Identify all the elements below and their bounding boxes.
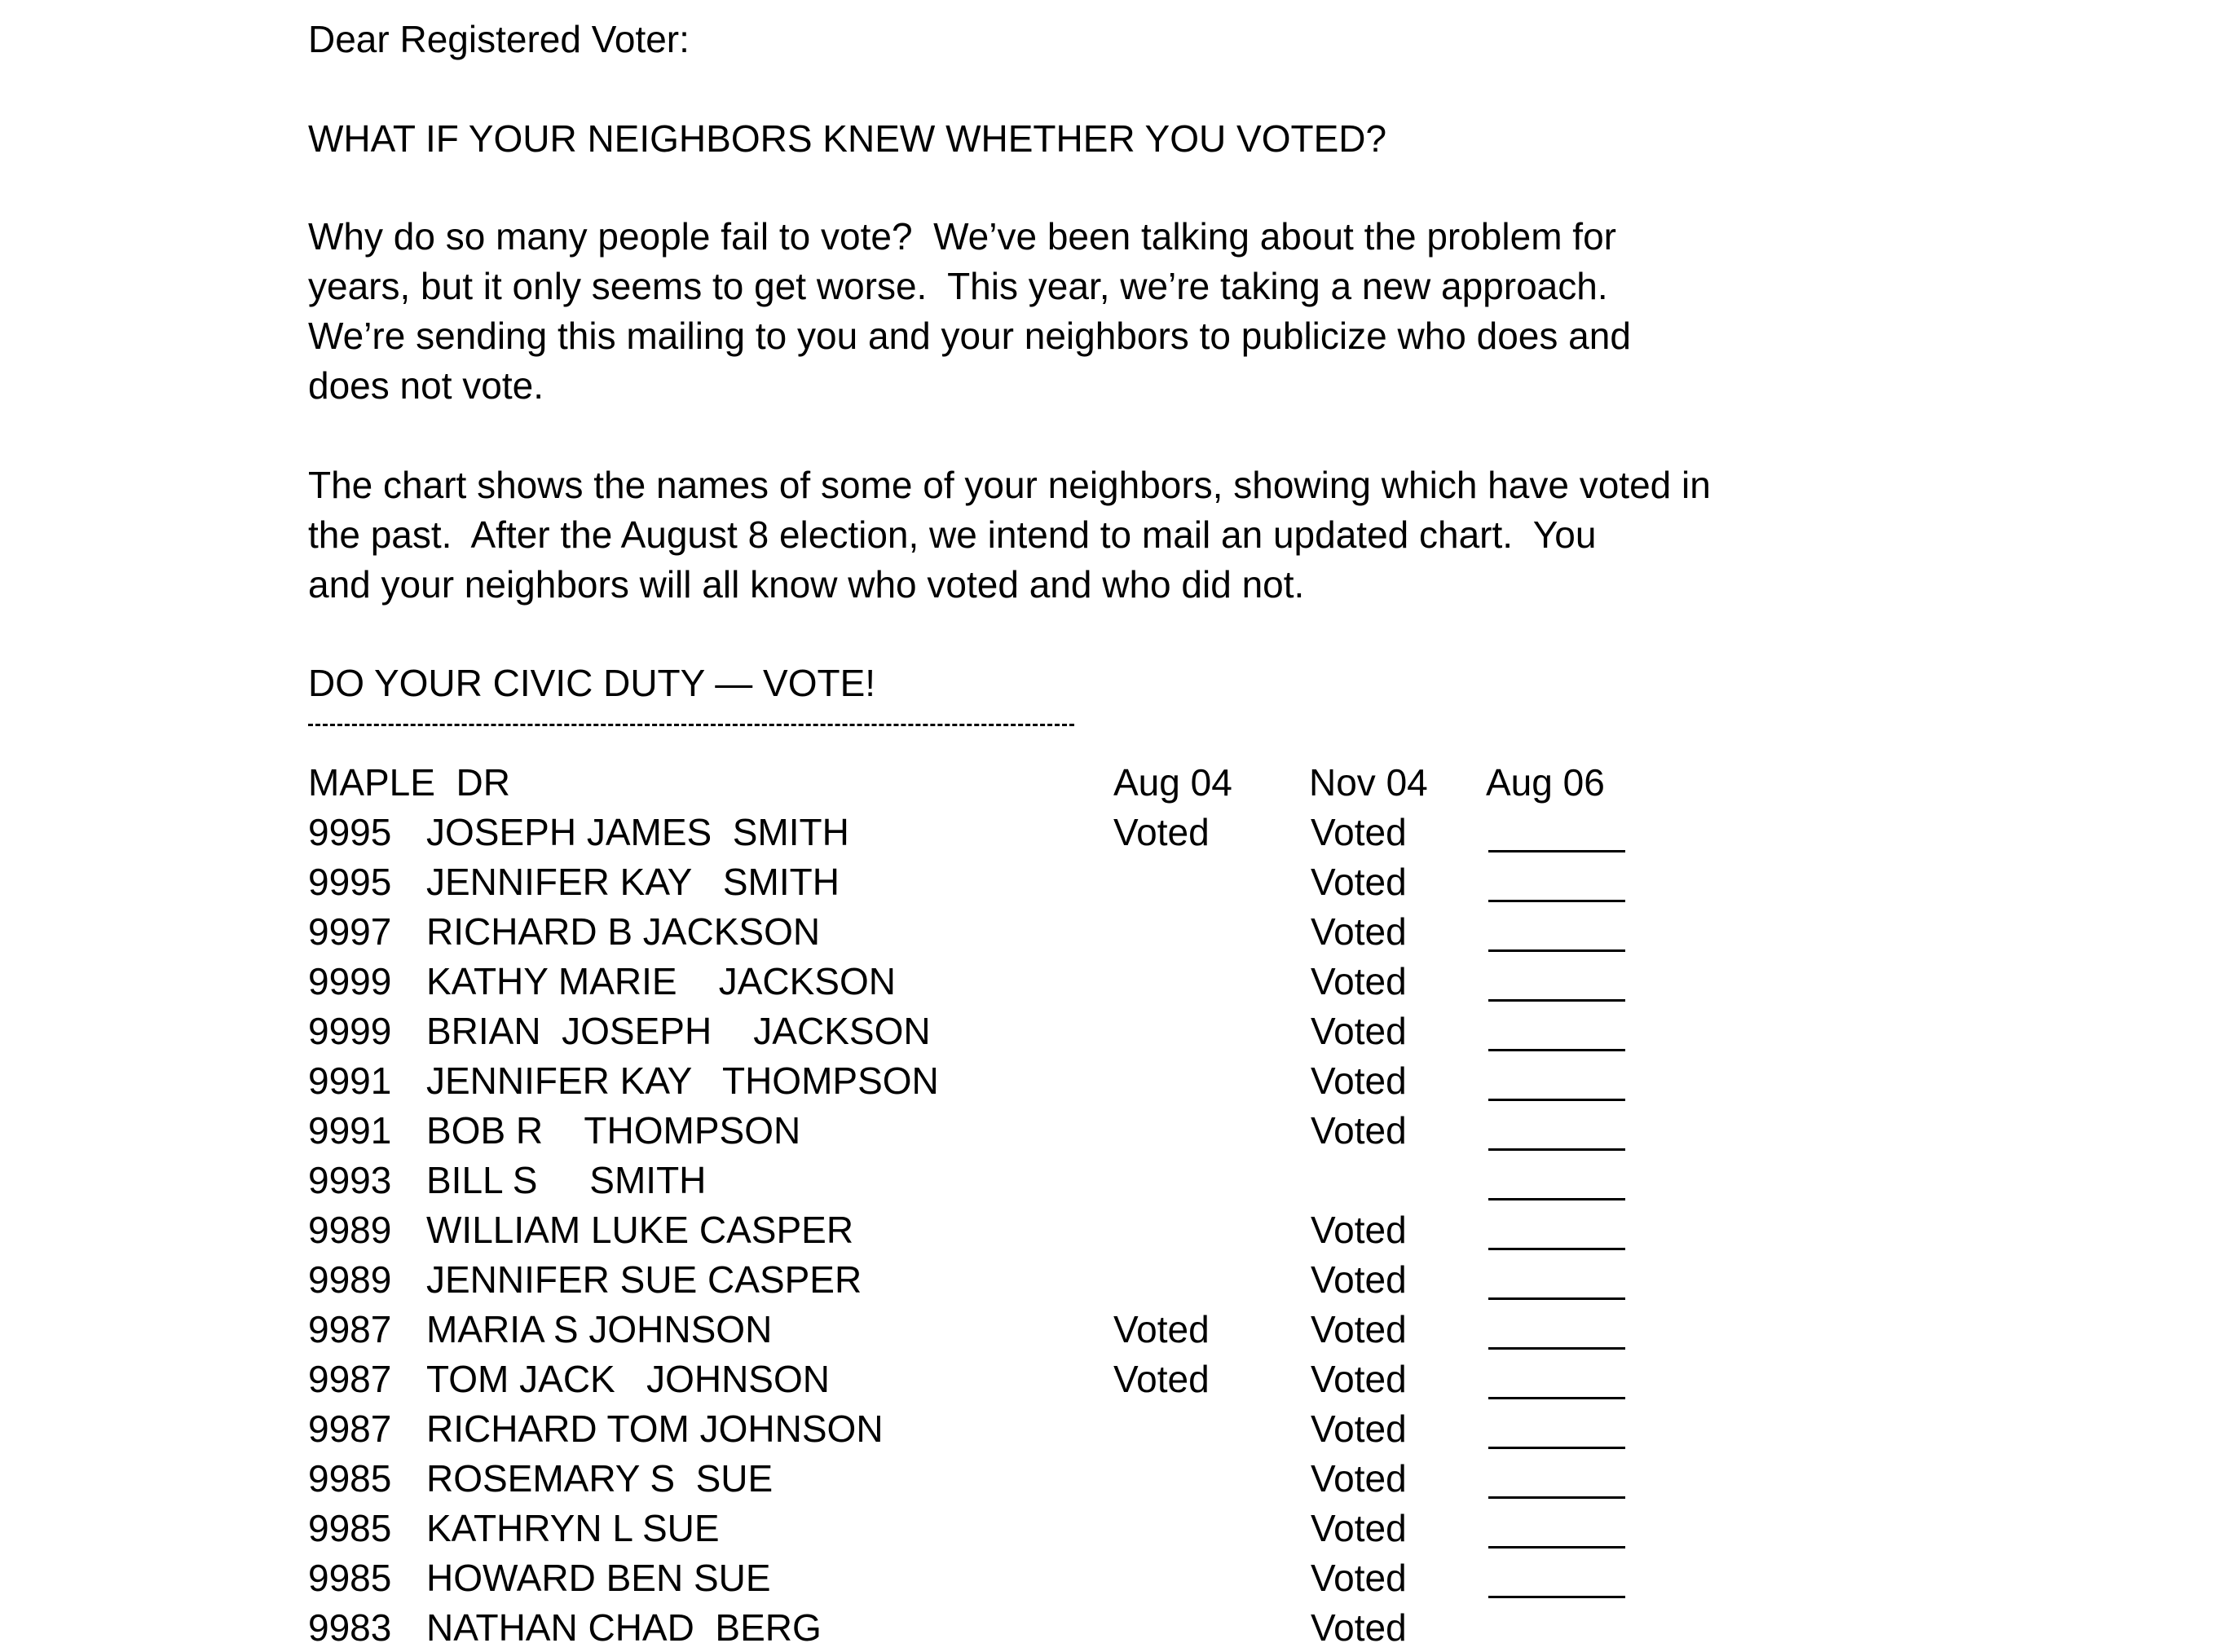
table-row [308, 1156, 2183, 1205]
nov04-status: Voted [1311, 1109, 1407, 1152]
aug06-blank-line [1488, 1546, 1625, 1548]
paragraph-2-line: The chart shows the names of some of your neighbors, showing which have voted in [308, 464, 1711, 506]
house-number: 9989 [308, 1258, 392, 1301]
table-header-row [308, 758, 2183, 807]
voter-name: RICHARD B JACKSON [426, 910, 821, 953]
nov04-status: Voted [1311, 1209, 1407, 1251]
aug06-blank-line [1488, 850, 1625, 852]
nov04-status: Voted [1311, 811, 1407, 853]
nov04-status: Voted [1311, 1258, 1407, 1301]
voter-name: RICHARD TOM JOHNSON [426, 1408, 884, 1450]
voter-name: KATHRYN L SUE [426, 1507, 720, 1549]
house-number: 9993 [308, 1159, 392, 1201]
house-number: 9989 [308, 1209, 392, 1251]
salutation: Dear Registered Voter: [308, 18, 690, 60]
paragraph-1-line: does not vote. [308, 364, 544, 407]
house-number: 9987 [308, 1408, 392, 1450]
aug04-status: Voted [1113, 811, 1210, 853]
table-row [308, 1355, 2183, 1403]
table-row [308, 857, 2183, 906]
house-number: 9995 [308, 861, 392, 903]
voter-name: JENNIFER KAY SMITH [426, 861, 840, 903]
table-row [308, 1106, 2183, 1155]
house-number: 9995 [308, 811, 392, 853]
aug06-blank-line [1488, 1496, 1625, 1499]
table-row [308, 1056, 2183, 1105]
table-row [308, 1553, 2183, 1602]
column-header-aug04: Aug 04 [1113, 761, 1232, 804]
house-number: 9985 [308, 1507, 392, 1549]
voter-name: KATHY MARIE JACKSON [426, 960, 896, 1002]
closing-call-to-action: DO YOUR CIVIC DUTY — VOTE! [308, 662, 876, 704]
aug04-status: Voted [1113, 1358, 1210, 1400]
house-number: 9991 [308, 1059, 392, 1102]
aug06-blank-line [1488, 1099, 1625, 1101]
house-number: 9999 [308, 1010, 392, 1052]
voter-name: BRIAN JOSEPH JACKSON [426, 1010, 931, 1052]
aug06-blank-line [1488, 900, 1625, 902]
aug06-blank-line [1488, 1397, 1625, 1399]
house-number: 9983 [308, 1606, 392, 1649]
paragraph-1-line: years, but it only seems to get worse. This year, we’re taking a new approach. [308, 265, 1608, 307]
nov04-status: Voted [1311, 960, 1407, 1002]
aug06-blank-line [1488, 1198, 1625, 1200]
aug04-status: Voted [1113, 1308, 1210, 1350]
nov04-status: Voted [1311, 1606, 1407, 1649]
paragraph-1-line: We’re sending this mailing to you and your neighbors to publicize who does and [308, 315, 1631, 357]
paragraph-2-line: and your neighbors will all know who voted and who did not. [308, 563, 1305, 606]
aug06-blank-line [1488, 949, 1625, 952]
aug06-blank-line [1488, 1248, 1625, 1250]
voter-name: BILL S SMITH [426, 1159, 707, 1201]
table-row [308, 1205, 2183, 1254]
aug06-blank-line [1488, 1596, 1625, 1598]
aug06-blank-line [1488, 1447, 1625, 1449]
house-number: 9991 [308, 1109, 392, 1152]
aug06-blank-line [1488, 1148, 1625, 1151]
aug06-blank-line [1488, 1297, 1625, 1300]
house-number: 9999 [308, 960, 392, 1002]
table-row [308, 808, 2183, 857]
nov04-status: Voted [1311, 1557, 1407, 1599]
voter-name: NATHAN CHAD BERG [426, 1606, 822, 1649]
nov04-status: Voted [1311, 1358, 1407, 1400]
column-header-nov04: Nov 04 [1309, 761, 1428, 804]
house-number: 9997 [308, 910, 392, 953]
table-row [308, 1007, 2183, 1055]
table-row [308, 907, 2183, 956]
house-number: 9985 [308, 1557, 392, 1599]
nov04-status: Voted [1311, 1507, 1407, 1549]
table-row [308, 1454, 2183, 1503]
voter-name: JENNIFER KAY THOMPSON [426, 1059, 939, 1102]
table-row [308, 1305, 2183, 1354]
voter-name: MARIA S JOHNSON [426, 1308, 773, 1350]
aug06-blank-line [1488, 1049, 1625, 1051]
street-name: MAPLE DR [308, 761, 510, 804]
nov04-status: Voted [1311, 1308, 1407, 1350]
voter-name: WILLIAM LUKE CASPER [426, 1209, 854, 1251]
voter-name: ROSEMARY S SUE [426, 1457, 774, 1500]
house-number: 9987 [308, 1358, 392, 1400]
voter-name: HOWARD BEN SUE [426, 1557, 771, 1599]
paragraph-2-line: the past. After the August 8 election, we intend to mail an updated chart. You [308, 513, 1597, 556]
house-number: 9985 [308, 1457, 392, 1500]
voter-name: TOM JACK JOHNSON [426, 1358, 830, 1400]
table-row [308, 1255, 2183, 1304]
house-number: 9987 [308, 1308, 392, 1350]
nov04-status: Voted [1311, 1059, 1407, 1102]
aug06-blank-line [1488, 999, 1625, 1002]
dashed-divider [308, 724, 1074, 726]
voter-name: BOB R THOMPSON [426, 1109, 801, 1152]
table-row [308, 1404, 2183, 1453]
headline: WHAT IF YOUR NEIGHBORS KNEW WHETHER YOU VOTED? [308, 117, 1387, 160]
nov04-status: Voted [1311, 1010, 1407, 1052]
nov04-status: Voted [1311, 1408, 1407, 1450]
voter-name: JENNIFER SUE CASPER [426, 1258, 862, 1301]
column-header-aug06: Aug 06 [1486, 761, 1605, 804]
nov04-status: Voted [1311, 861, 1407, 903]
table-row [308, 1603, 2183, 1652]
table-row [308, 1504, 2183, 1553]
voter-name: JOSEPH JAMES SMITH [426, 811, 849, 853]
paragraph-1-line: Why do so many people fail to vote? We’ve been talking about the problem for [308, 215, 1616, 258]
table-row [308, 957, 2183, 1006]
aug06-blank-line [1488, 1347, 1625, 1350]
nov04-status: Voted [1311, 1457, 1407, 1500]
nov04-status: Voted [1311, 910, 1407, 953]
